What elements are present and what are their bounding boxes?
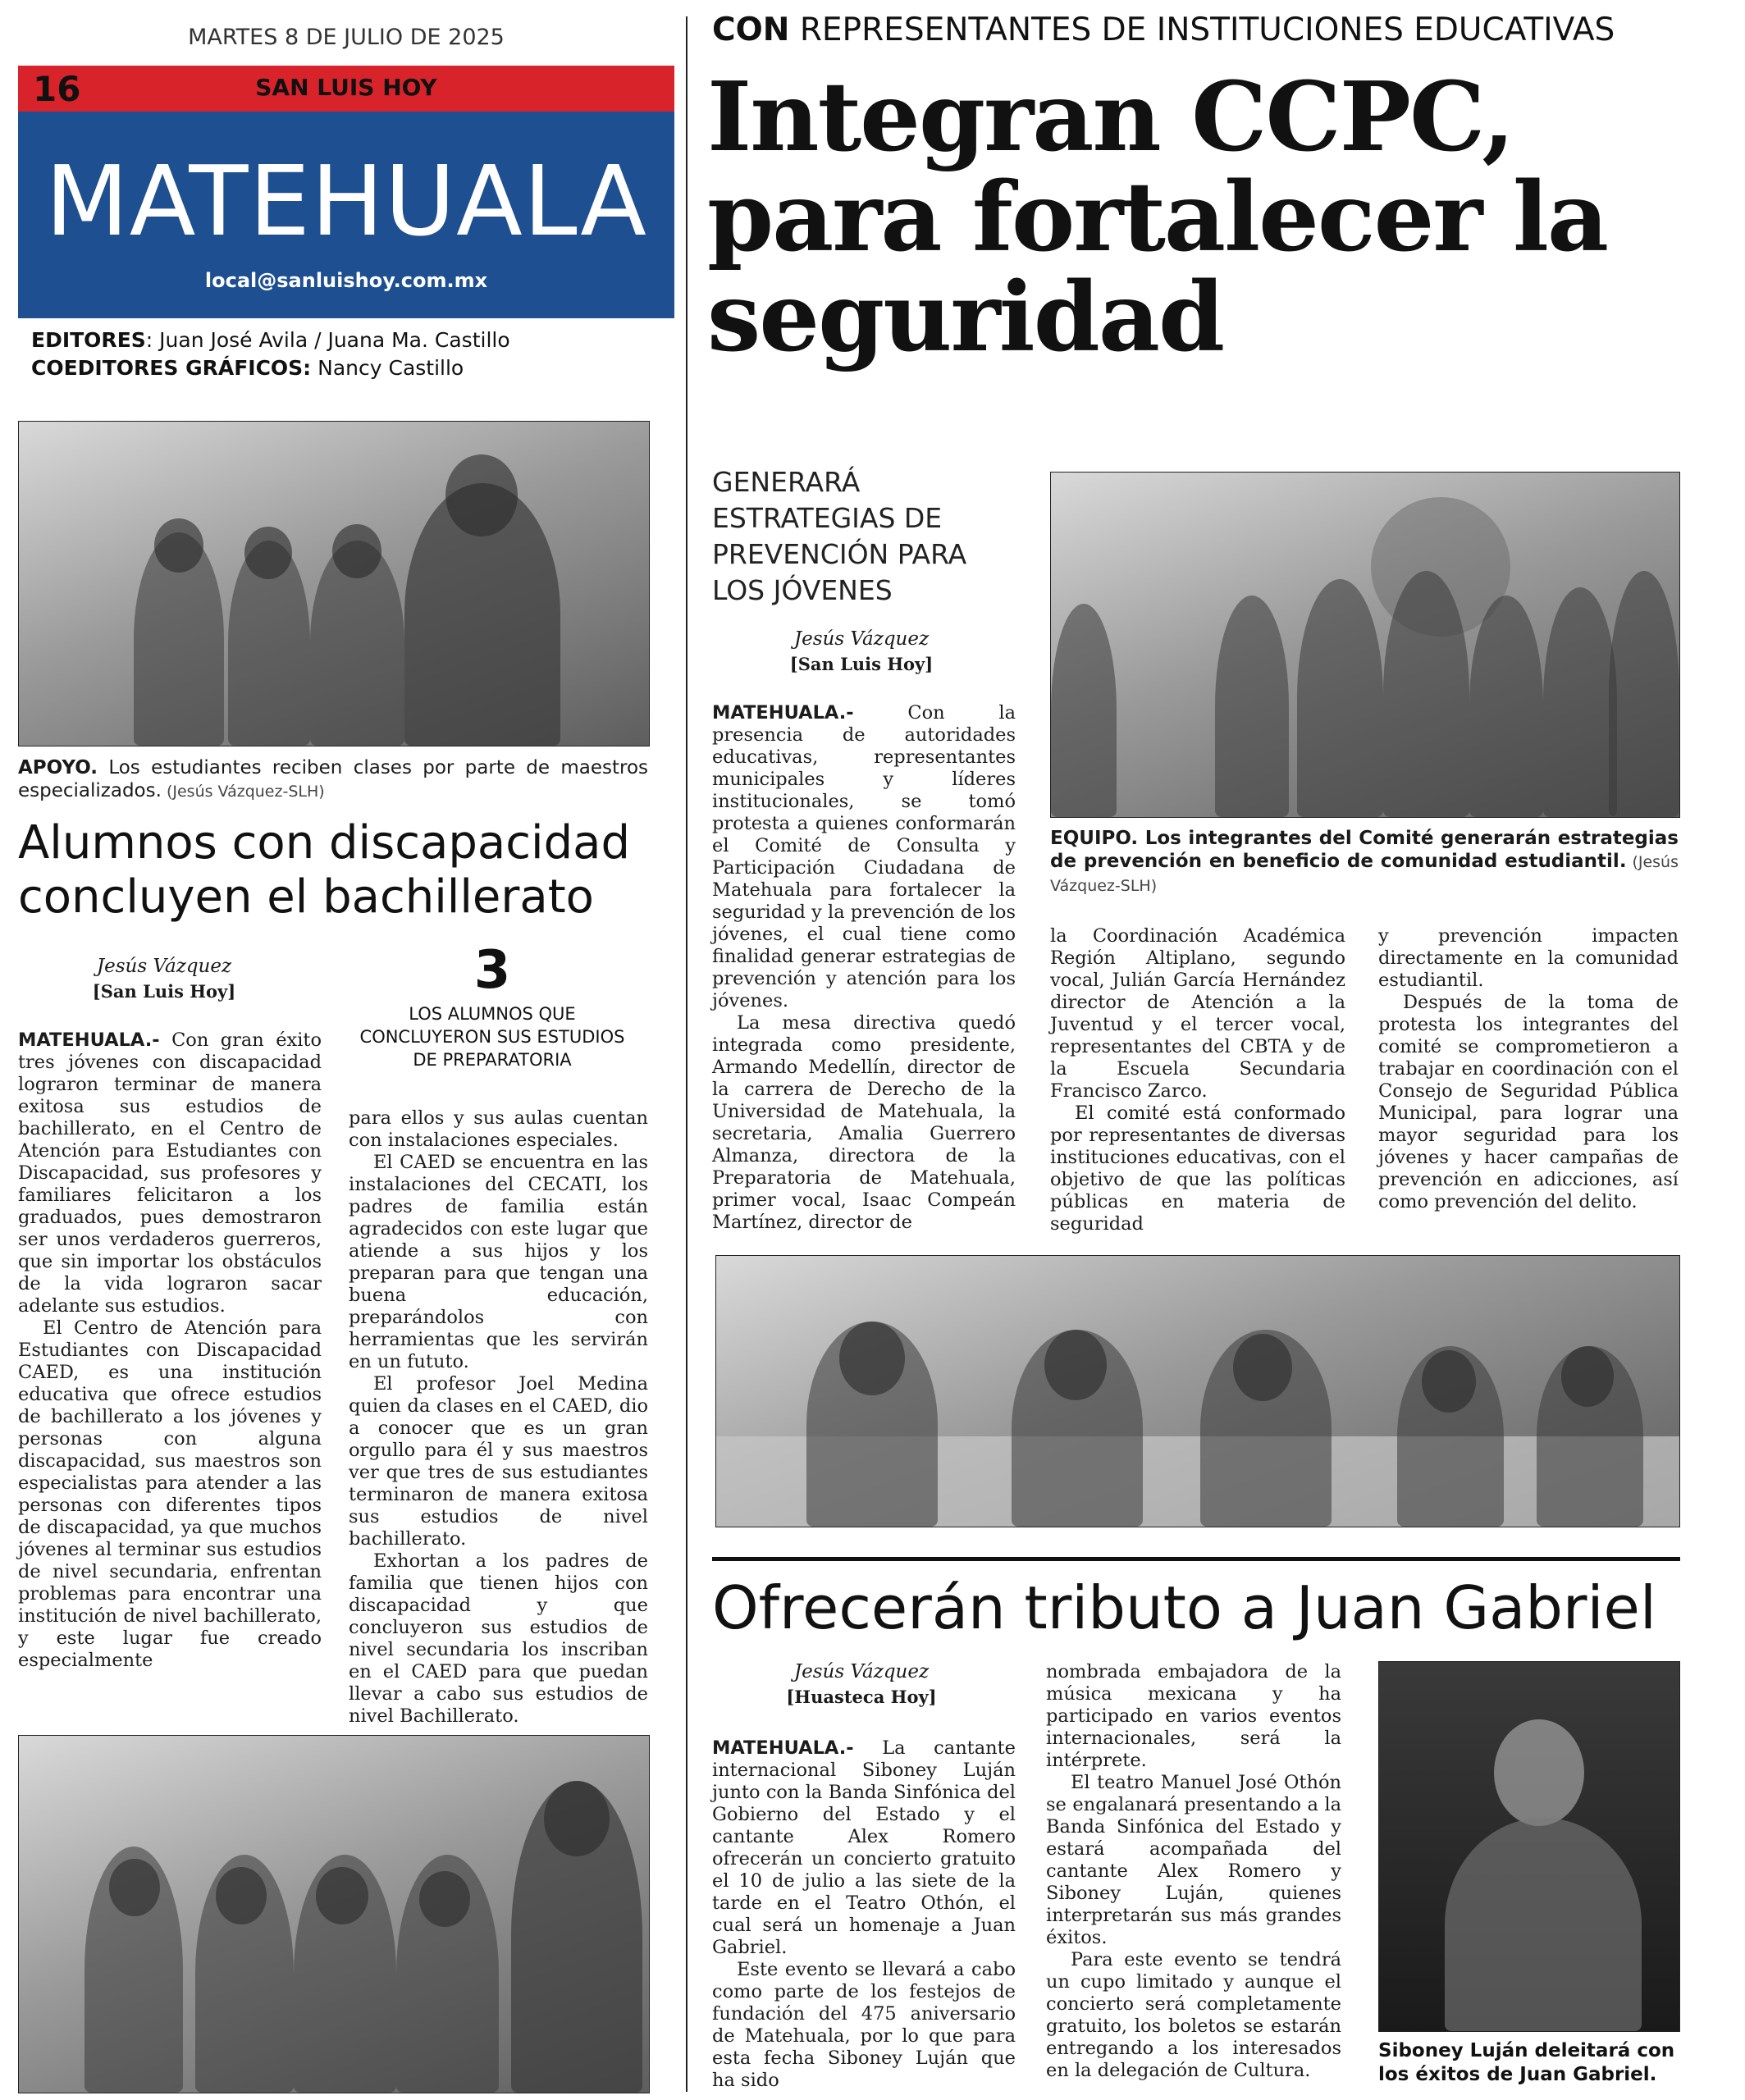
tribute-byline-org: [Huasteca Hoy]: [786, 1687, 937, 1707]
caption-credit: (Jesús Vázquez-SLH): [161, 783, 325, 801]
committee-caption-lead: EQUIPO.: [1050, 828, 1139, 849]
stat-description: LOS ALUMNOS QUE CONCLUYERON SUS ESTUDIOS DE PREPARATORIA: [359, 1004, 625, 1070]
left-col1-p2: El Centro de Atención para Estudiantes con Discapacidad CAED, es una institución educativa que ofrece estudios de bachillerato a los jóvenes y personas con alguna discapacidad, sus maestros son especialistas para atender a las personas con diferentes tipos de discapacidad, ya que muchos jóvenes al terminar sus estudios de nivel secundaria, enfrentan problemas para encontrar una institución de nivel bachillerato, y este lugar fue creado especialmente: [18, 1317, 322, 1671]
committee-caption-text: Los integrantes del Comité generarán estrategias de prevención en beneficio de comunidad estudiantil.: [1050, 828, 1679, 872]
main-col1-p2: La mesa directiva quedó integrada como presidente, Armando Medellín, director de la carrera de Derecho de la Universidad de Matehuala, la secretaria, Amalia Guerrero Almanza, directora de la Preparatoria de Matehuala, primer vocal, Isaac Compeán Martínez, director de: [712, 1012, 1016, 1233]
tribute-col1-p1: La cantante internacional Siboney Luján junto con la Banda Sinfónica del Gobierno del Estado y el cantante Alex Romero ofrecerán un concierto gratuito el 10 de julio a las siete de la tarde en el Teatro Othón, el cual será un homenaje a Juan Gabriel.: [712, 1737, 1016, 1958]
coeditors-line: [31, 356, 464, 380]
left-story-headline: Alumnos con discapacidad concluyen el bachillerato: [18, 816, 630, 924]
main-headline: Integran CCPC, para fortalecer la seguridad: [707, 62, 1608, 373]
left-col2-p1: para ellos y sus aulas cuentan con instalaciones especiales.: [349, 1107, 648, 1151]
section-banner-red: [18, 66, 674, 112]
section-title: MATEHUALA: [45, 144, 647, 258]
main-byline-name: Jesús Vázquez: [793, 628, 930, 650]
tribute-rule: [712, 1557, 1680, 1561]
main-col2: [1050, 925, 1345, 1235]
tribute-col2: [1046, 1661, 1341, 2082]
main-col1-p1: Con la presencia de autoridades educativas, representantes municipales y líderes institucionales, se tomó protesta a quienes conformarán el Comité de Consulta y Participación Ciudadana de Matehuala para fortalecer la seguridad y la prevención de los jóvenes, el cual tiene como finalidad generar estrategias de prevención y atención para los jóvenes.: [712, 702, 1016, 1011]
tribute-col1: [712, 1737, 1016, 2092]
tribute-dateline: MATEHUALA.-: [712, 1737, 854, 1759]
coeditors-label: COEDITORES GRÁFICOS:: [31, 356, 312, 380]
left-byline-name: Jesús Vázquez: [96, 956, 232, 977]
main-col3-p2: Después de la toma de protesta los integrantes del comité se comprometieron a trabajar en coordinación con el Consejo de Seguridad Pública Municipal, para lograr una mayor seguridad para los jóvenes y hacer campañas de prevención en adicciones, así como prevención del delito.: [1378, 992, 1679, 1212]
paper-name: SAN LUIS HOY: [255, 74, 437, 101]
main-col3: [1378, 925, 1679, 1213]
tribute-col2-p2: El teatro Manuel José Othón se engalanará presentando a la Banda Sinfónica del Estado y estará acompañada del cantante Alex Romero y Siboney Luján, quienes interpretarán sus más grandes éxitos.: [1046, 1772, 1341, 1948]
tribute-col1-p2: Este evento se llevará a cabo como parte de los festejos de fundación del 475 aniversario de Matehuala, por lo que para esta fecha Siboney Luján que ha sido: [712, 1959, 1016, 2091]
issue-date: MARTES 8 DE JULIO DE 2025: [188, 25, 505, 50]
tribute-col2-p1: nombrada embajadora de la música mexicana y ha participado en varios eventos internacionales, será la intérprete.: [1046, 1661, 1341, 1771]
left-story-col1: [18, 1029, 322, 1672]
left-col2-p2: El CAED se encuentra en las instalaciones del CECATI, los padres de familia están agradecidos con este lugar que atiende a sus hijos y los preparan para que tengan una buena educación, preparándolos con herramientas que les servirán en un fututo.: [349, 1152, 648, 1372]
left-col2-p3: El profesor Joel Medina quien da clases en el CAED, dio a conocer que es un gran orgullo para él y sus maestros ver que tres de sus estudiantes terminaron de manera exitosa sus estudios de nivel bachillerato.: [349, 1373, 648, 1550]
stat-number: 3: [473, 940, 511, 1001]
tribute-headline: Ofrecerán tributo a Juan Gabriel: [712, 1573, 1656, 1642]
left-dateline: MATEHUALA.-: [18, 1029, 160, 1051]
main-byline-org: [San Luis Hoy]: [789, 654, 934, 674]
kicker-rest: REPRESENTANTES DE INSTITUCIONES EDUCATIVAS: [789, 11, 1615, 48]
meeting-photo: [715, 1255, 1680, 1527]
left-story-col2: [349, 1107, 648, 1728]
editors-line: [31, 328, 510, 352]
students-photo-bottom: [18, 1735, 650, 2093]
main-col2-p2: El comité está conformado por representantes de diversas instituciones educativas, con el objetivo de que las políticas públicas en materia de seguridad: [1050, 1102, 1345, 1235]
coeditors-names: Nancy Castillo: [311, 356, 464, 380]
singer-photo: [1378, 1661, 1680, 2032]
left-col1-p1: Con gran éxito tres jóvenes con discapacidad lograron terminar de manera exitosa sus estudios de bachillerato, en el Centro de Atención para Estudiantes con Discapacidad, sus profesores y familiares felicitaron a los graduados, pues demostraron ser unos verdaderos guerreros, que sin importar los obstáculos de la vida lograron sacar adelante sus estudios.: [18, 1029, 322, 1317]
main-subhead: GENERARÁ ESTRATEGIAS DE PREVENCIÓN PARA LOS JÓVENES: [712, 466, 967, 606]
students-photo-caption: [18, 756, 648, 803]
committee-photo: [1050, 472, 1680, 818]
singer-photo-caption: Siboney Luján deleitará con los éxitos de Juan Gabriel.: [1378, 2040, 1675, 2085]
caption-lead: APOYO.: [18, 757, 98, 778]
main-col3-p1: y prevención impacten directamente en la comunidad estudiantil.: [1378, 925, 1679, 991]
main-kicker: [712, 11, 1729, 48]
section-email: local@sanluishoy.com.mx: [204, 269, 488, 292]
left-byline-org: [San Luis Hoy]: [92, 981, 236, 1002]
column-divider: [686, 16, 687, 2092]
kicker-bold: CON: [712, 11, 790, 48]
main-col1: [712, 702, 1016, 1234]
tribute-byline-name: Jesús Vázquez: [793, 1661, 930, 1682]
main-col2-p1: la Coordinación Académica Región Altiplano, segundo vocal, Julián García Hernández director de Atención a la Juventud y el tercer vocal, representantes del CBTA y de la Escuela Secundaria Francisco Zarco.: [1050, 925, 1345, 1102]
editors-label: EDITORES: [31, 328, 146, 352]
editors-names: : Juan José Avila / Juana Ma. Castillo: [145, 328, 510, 352]
committee-caption-credit: (Jesús Vázquez-SLH): [1050, 853, 1679, 895]
caption-text: Los estudiantes reciben clases por parte de maestros especializados.: [18, 757, 648, 801]
tribute-col2-p3: Para este evento se tendrá un cupo limitado y aunque el concierto será completamente gratuito, los boletos se estarán entregando a los interesados en la delegación de Cultura.: [1046, 1949, 1341, 2081]
page-number: 16: [33, 69, 81, 109]
left-col2-p4: Exhortan a los padres de familia que tienen hijos con discapacidad y que concluyeron sus estudios de nivel secundaria los inscriban en el CAED para que puedan llevar a cabo sus estudios de nivel Bachillerato.: [349, 1550, 648, 1727]
main-dateline: MATEHUALA.-: [712, 702, 854, 724]
committee-photo-caption: [1050, 827, 1679, 897]
students-photo-top: [18, 421, 650, 746]
section-banner-blue: [18, 112, 674, 318]
